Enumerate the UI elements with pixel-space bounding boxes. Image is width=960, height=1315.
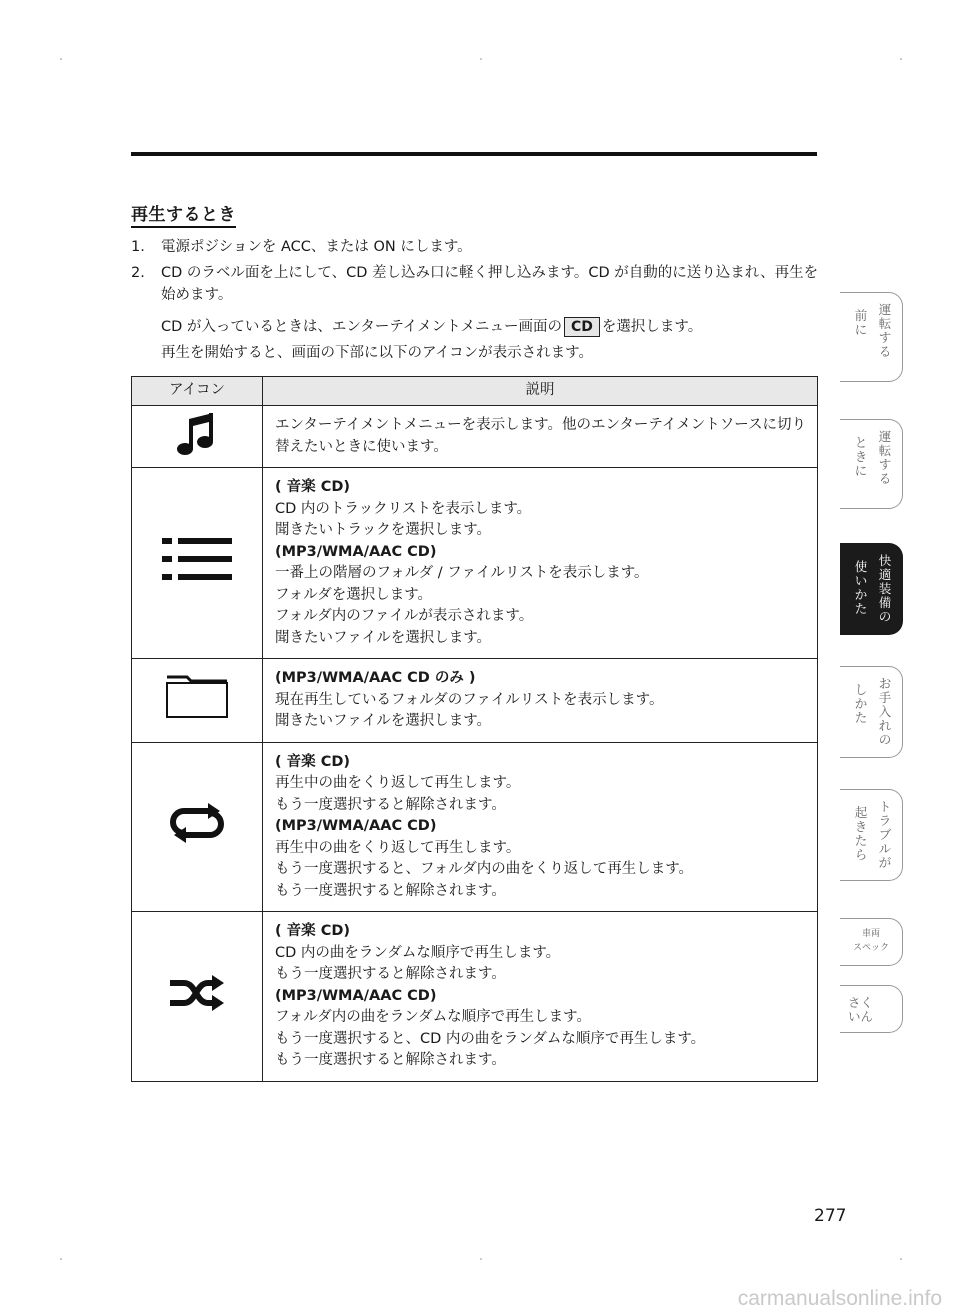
table-header-row (132, 377, 818, 406)
music-note-icon (175, 445, 219, 461)
icon-cell (132, 468, 263, 659)
section-title: 再生するとき (131, 200, 236, 228)
crop-mark (480, 1258, 482, 1260)
description-line: 聞きたいファイルを選択します。 (275, 629, 492, 646)
tab-label: ときに (854, 435, 868, 478)
side-tab-1[interactable] (840, 292, 903, 382)
tab-label: 運転する (878, 302, 892, 359)
description-line: 現在再生しているフォルダのファイルリストを表示します。 (275, 691, 664, 708)
side-tab-3[interactable] (840, 543, 903, 635)
description-line: もう一度選択すると解除されます。 (275, 796, 506, 813)
description-line: 聞きたいトラックを選択します。 (275, 522, 492, 538)
step-number: 2. (131, 265, 145, 281)
step-1 (131, 236, 821, 258)
step-text: 電源ポジションを ACC、または ON にします。 (161, 239, 472, 255)
table-row (132, 912, 818, 1082)
repeat-icon (168, 831, 226, 847)
column-header-icon: アイコン (132, 377, 263, 406)
description-cell (263, 406, 818, 468)
top-rule (131, 152, 817, 156)
icon-cell (132, 406, 263, 468)
tab-label: 使いかた (854, 559, 868, 616)
page-number: 277 (814, 1206, 847, 1226)
note-text: を選択します。 (601, 319, 703, 335)
side-tab-5[interactable] (840, 789, 903, 881)
crop-mark (60, 58, 62, 60)
description-line: もう一度選択すると解除されます。 (275, 1052, 506, 1068)
tab-label: しかた (854, 682, 868, 725)
description-line: CD 内のトラックリストを表示します。 (275, 500, 532, 517)
cd-select-note (161, 316, 821, 338)
crop-mark (900, 58, 902, 60)
crop-mark (480, 58, 482, 60)
tab-label: いん (848, 1009, 874, 1024)
tab-label: 快適装備の (878, 553, 892, 624)
icon-cell (132, 659, 263, 743)
icon-cell (132, 742, 263, 912)
side-tab-4[interactable] (840, 666, 903, 758)
description-line: CD 内の曲をランダムな順序で再生します。 (275, 944, 561, 961)
table-row (132, 742, 818, 912)
icon-display-note: 再生を開始すると、画面の下部に以下のアイコンが表示されます。 (161, 345, 593, 361)
tab-label: 運転する (878, 429, 892, 486)
table-row (132, 659, 818, 743)
tab-label: スペック (852, 943, 889, 953)
description-line: フォルダ内のファイルが表示されます。 (275, 608, 534, 624)
table-row (132, 406, 818, 468)
description-cell (263, 742, 818, 912)
step-number: 1. (131, 239, 145, 255)
shuffle-icon (168, 1001, 226, 1017)
sub-heading: ( 音楽 CD) (275, 479, 351, 495)
tab-label: 起きたら (854, 805, 868, 862)
watermark: carmanualsonline.info (737, 1287, 942, 1310)
description-line: もう一度選択すると解除されます。 (275, 966, 506, 982)
tab-label: 前に (854, 308, 868, 337)
sub-heading: (MP3/WMA/AAC CD) (275, 543, 437, 560)
column-header-description: 説明 (263, 377, 818, 406)
list-icon (162, 568, 232, 584)
crop-mark (900, 1258, 902, 1260)
sub-heading: (MP3/WMA/AAC CD) (275, 987, 437, 1004)
description-line: 再生中の曲をくり返して再生します。 (275, 775, 521, 791)
folder-icon (165, 707, 229, 723)
description-cell (263, 659, 818, 743)
tab-label: トラブルが (878, 799, 892, 870)
description-line: 聞きたいファイルを選択します。 (275, 713, 492, 729)
sub-heading: (MP3/WMA/AAC CD のみ ) (275, 670, 476, 686)
description-line: フォルダ内の曲をランダムな順序で再生します。 (275, 1009, 591, 1025)
description-line: もう一度選択すると、フォルダ内の曲をくり返して再生します。 (275, 861, 694, 877)
description-line: もう一度選択すると解除されます。 (275, 882, 506, 899)
icon-cell (132, 912, 263, 1082)
step-text: CD のラベル面を上にして、CD 差し込み口に軽く押し込みます。CD が自動的に送り込まれ、再生を始めます。 (161, 265, 819, 303)
steps-list (131, 236, 821, 306)
description-line: 一番上の階層のフォルダ / ファイルリストを表示します。 (275, 565, 649, 581)
step-2 (131, 262, 821, 306)
description-line: フォルダを選択します。 (275, 586, 433, 603)
tab-label: お手入れの (878, 676, 892, 747)
side-tab-7[interactable] (840, 985, 903, 1033)
description-cell (263, 912, 818, 1082)
sub-heading: ( 音楽 CD) (275, 753, 351, 770)
side-tab-2[interactable] (840, 419, 903, 509)
description-cell (263, 468, 818, 659)
cd-key-label: CD (564, 317, 600, 337)
tab-label: 車両 (861, 929, 880, 939)
table-row (132, 468, 818, 659)
description-line: 再生中の曲をくり返して再生します。 (275, 839, 521, 856)
note-text: CD が入っているときは、エンターテイメントメニュー画面の (161, 319, 563, 335)
description-line: エンターテイメントメニューを表示します。他のエンターテイメントソースに切り替えたいときに使います。 (275, 417, 806, 455)
sub-heading: ( 音楽 CD) (275, 923, 351, 939)
sub-heading: (MP3/WMA/AAC CD) (275, 818, 437, 834)
tab-label: さく (848, 995, 874, 1010)
crop-mark (60, 1258, 62, 1260)
description-line: もう一度選択すると、CD 内の曲をランダムな順序で再生します。 (275, 1030, 706, 1047)
side-tab-6[interactable] (840, 918, 903, 966)
icon-table (131, 376, 818, 1082)
